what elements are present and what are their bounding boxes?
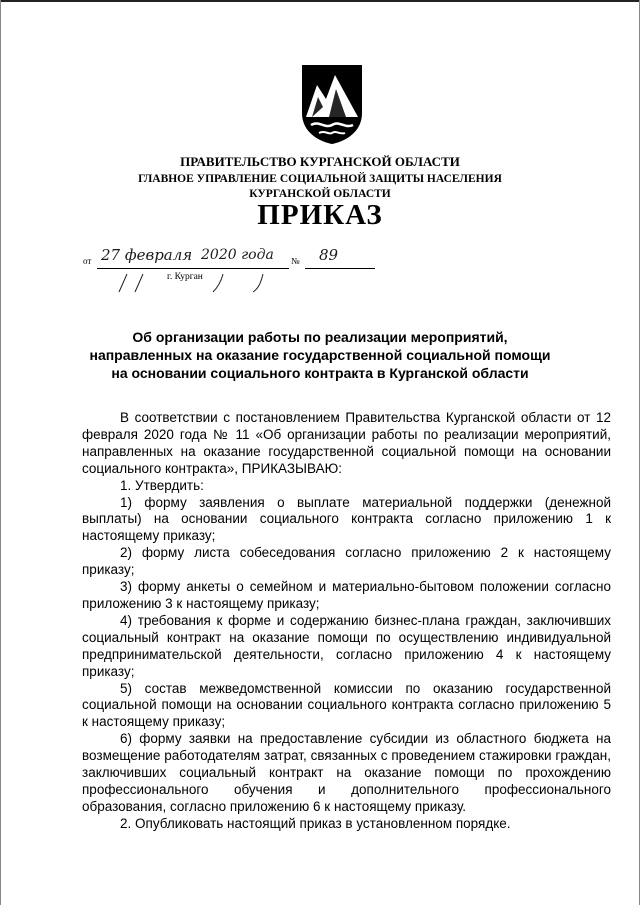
handwritten-date-day: 27 февраля <box>101 246 193 264</box>
clause-1-item-3: 3) форму анкеты о семейном и материально-бытовом положении согласно приложению 3 к настоящему приказу; <box>82 579 611 611</box>
scan-edge-top <box>0 0 640 2</box>
date-number-line <box>83 244 383 294</box>
handwritten-date-year: 2020 года <box>201 247 274 263</box>
clause-1-item-5: 5) состав межведомственной комиссии по оказанию государственной социальной помощи на основании социального контракта согласно приложению 5 к настоящему приказу; <box>82 680 611 730</box>
government-name: ПРАВИТЕЛЬСТВО КУРГАНСКОЙ ОБЛАСТИ <box>180 154 460 169</box>
order-body <box>82 410 611 833</box>
from-label: от <box>83 256 92 266</box>
coat-of-arms-icon <box>299 63 365 145</box>
city-label: г. Курган <box>167 272 203 282</box>
clause-1: 1. Утвердить: <box>120 477 204 493</box>
department-name-line2: КУРГАНСКОЙ ОБЛАСТИ <box>249 188 391 200</box>
clause-1-item-1: 1) форму заявления о выплате материальной поддержки (денежной выплаты) на основании социального контракта согласно приложению 1 к настоящему приказу; <box>82 494 611 544</box>
department-name <box>0 172 640 202</box>
number-label: № <box>291 256 300 266</box>
order-subject: Об организации работы по реализации мероприятий, направленных на оказание государственной социальной помощи на основании социального контракта в Курганской области <box>89 329 551 381</box>
signature-strokes <box>113 244 283 294</box>
clause-1-item-6: 6) форму заявки на предоставление субсидии из областного бюджета на возмещение работодателям затрат, связанных с проведением стажировки граждан, заключивших социальный контракт на оказание помощи по прохождению профессионального обучения и дополнительного профессионального образования, согласно приложению 6 к настоящему приказу. <box>82 731 611 814</box>
scan-edge-left <box>0 0 1 905</box>
clause-1-item-2: 2) форму листа собеседования согласно приложению 2 к настоящему приказу; <box>82 545 611 578</box>
document-type-title: ПРИКАЗ <box>257 199 383 231</box>
clause-2: 2. Опубликовать настоящий приказ в установленном порядке. <box>120 815 511 831</box>
preamble-paragraph: В соответствии с постановлением Правительства Курганской области от 12 февраля 2020 года № 11 «Об организации работы по реализации мероприятий, направленных на оказание государственной социальной помощи на основании социального контракта», ПРИКАЗЫВАЮ: <box>82 410 611 476</box>
number-underline <box>305 268 375 269</box>
clause-1-item-4: 4) требования к форме и содержанию бизнес-плана граждан, заключивших социальный контракт на оказание помощи по осуществлению индивидуальной предпринимательской деятельности, согласно приложению 4 к настоящему приказу; <box>82 612 611 679</box>
department-name-line1: ГЛАВНОЕ УПРАВЛЕНИЕ СОЦИАЛЬНОЙ ЗАЩИТЫ НАСЕЛЕНИЯ <box>138 173 502 185</box>
handwritten-number: 89 <box>319 246 339 264</box>
